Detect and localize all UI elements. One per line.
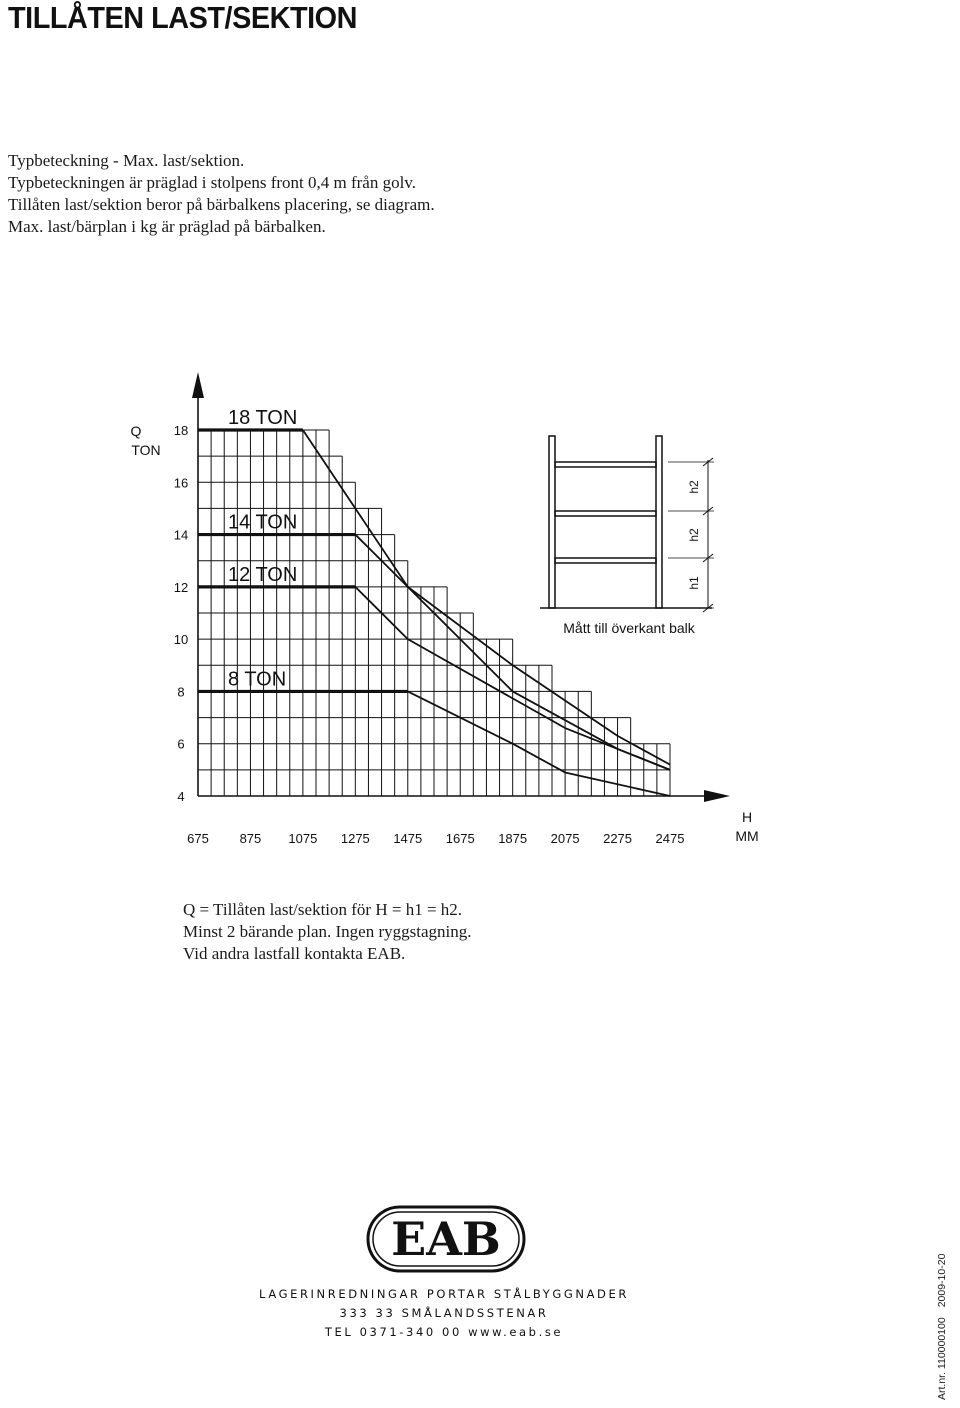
x-tick-label: 1675 xyxy=(445,831,475,846)
inset-caption: Mått till överkant balk xyxy=(563,620,695,636)
print-date: 2009-10-20 xyxy=(936,1253,948,1308)
y-tick-label: 12 xyxy=(173,579,189,595)
x-tick-label: 2475 xyxy=(655,831,685,846)
x-tick-label: 1475 xyxy=(393,831,423,846)
x-axis-label: H xyxy=(741,809,753,825)
y-tick-label: 6 xyxy=(177,736,185,752)
series-label: 8 TON xyxy=(228,668,287,691)
x-tick-label: 1075 xyxy=(288,831,318,846)
series-label: 14 TON xyxy=(228,511,298,534)
rack-beam xyxy=(555,462,656,467)
x-tick-label: 2075 xyxy=(550,831,580,846)
dimension-label: h1 xyxy=(687,576,701,590)
x-tick-label: 1875 xyxy=(498,831,528,846)
intro-line: Typbeteckning - Max. last/sektion. xyxy=(8,151,245,170)
x-tick-label: 875 xyxy=(239,831,262,846)
x-axis-arrow xyxy=(704,790,730,802)
rack-post-right xyxy=(656,436,662,608)
x-tick-label: 2275 xyxy=(603,831,633,846)
x-tick-label: 675 xyxy=(187,831,209,846)
rack-beam xyxy=(555,511,656,516)
article-number: Art.nr. 110000100 xyxy=(936,1317,948,1400)
page-title: TILLÅTEN LAST/SEKTION xyxy=(8,0,357,35)
y-tick-label: 10 xyxy=(173,632,189,648)
y-axis-label: Q xyxy=(130,423,142,439)
company-services: LAGERINREDNINGAR PORTAR STÅLBYGGNADER xyxy=(259,1287,629,1301)
intro-line: Max. last/bärplan i kg är präglad på bärbalken. xyxy=(8,217,326,236)
y-tick-label: 8 xyxy=(177,684,185,700)
intro-line: Tillåten last/sektion beror på bärbalkens placering, se diagram. xyxy=(8,195,435,214)
y-tick-label: 16 xyxy=(173,475,189,491)
rack-inset-diagram xyxy=(540,436,714,636)
x-tick-label: 1275 xyxy=(340,831,370,846)
note-line: Q = Tillåten last/sektion för H = h1 = h2. xyxy=(183,900,463,919)
x-axis-unit: MM xyxy=(735,828,759,844)
dimension-label: h2 xyxy=(687,528,701,542)
y-tick-label: 4 xyxy=(177,789,185,804)
y-tick-label: 18 xyxy=(173,423,189,438)
logo-wordmark: EAB xyxy=(391,1212,501,1266)
rack-post-left xyxy=(549,436,555,608)
load-diagram xyxy=(0,360,960,870)
eab-logo xyxy=(366,1205,526,1273)
dimension-label: h2 xyxy=(687,480,701,494)
note-line: Minst 2 bärande plan. Ingen ryggstagning. xyxy=(183,922,472,941)
company-contact: TEL 0371-340 00 www.eab.se xyxy=(324,1325,564,1339)
series-label: 18 TON xyxy=(228,407,298,429)
intro-line: Typbeteckningen är präglad i stolpens front 0,4 m från golv. xyxy=(8,173,416,192)
article-number-block xyxy=(936,1253,948,1400)
company-address: 333 33 SMÅLANDSSTENAR xyxy=(339,1306,549,1320)
y-axis-unit: TON xyxy=(131,442,161,458)
y-tick-label: 14 xyxy=(173,527,189,543)
series-label: 12 TON xyxy=(228,563,298,586)
y-axis-arrow xyxy=(192,372,204,398)
intro-text xyxy=(8,150,435,238)
notes-text xyxy=(183,899,471,965)
rack-beam xyxy=(555,558,656,563)
note-line: Vid andra lastfall kontakta EAB. xyxy=(183,944,406,963)
